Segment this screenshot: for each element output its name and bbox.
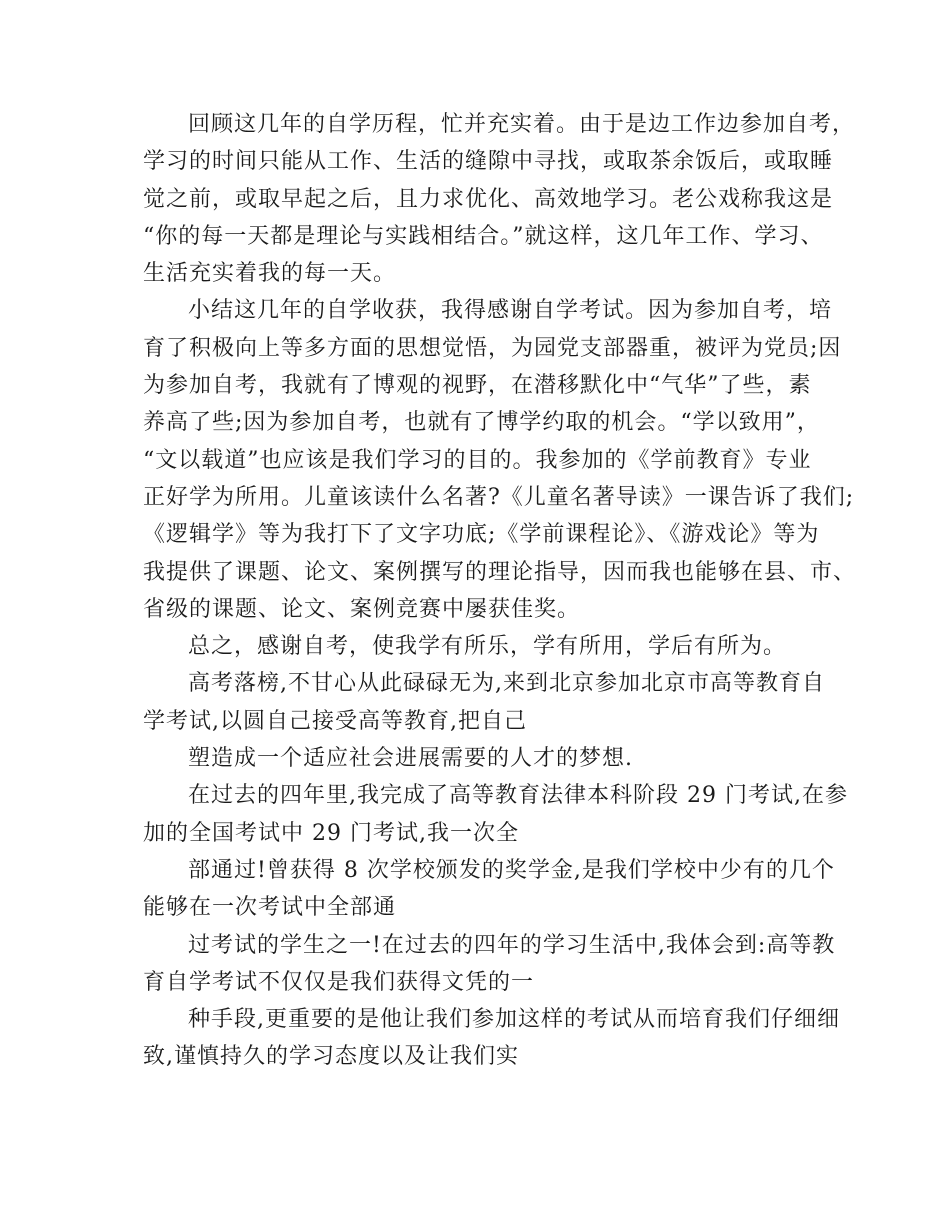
text-line: 过考试的学生之一!在过去的四年的学习生活中,我体会到:高等教 (188, 932, 836, 958)
text-line: 总之，感谢自考，使我学有所乐，学有所用，学后有所为。 (188, 634, 787, 660)
document-body (143, 106, 857, 1076)
text-line: 能够在一次考试中全部通 (143, 895, 397, 921)
text-line: 回顾这几年的自学历程，忙并充实着。由于是边工作边参加自考， (188, 112, 856, 137)
text-line: 致,谨慎持久的学习态度以及让我们实 (143, 1044, 519, 1070)
text-line: 高考落榜,不甘心从此碌碌无为,来到北京参加北京市高等教育自 (188, 671, 825, 697)
text-line: 塑造成一个适应社会进展需要的人才的梦想. (188, 746, 633, 772)
text-line: 为参加自考，我就有了博观的视野，在潜移默化中“气华”了些，素 (143, 373, 812, 399)
text-line: 育自学考试不仅仅是我们获得文凭的一 (143, 969, 535, 995)
text-line: 学习的时间只能从工作、生活的缝隙中寻找，或取茶余饭后，或取睡 (143, 149, 834, 175)
text-line: 觉之前，或取早起之后，且力求优化、高效地学习。老公戏称我这是 (143, 186, 834, 212)
text-line: 生活充实着我的每一天。 (143, 261, 397, 287)
text-line: 种手段,更重要的是他让我们参加这样的考试从而培育我们仔细细 (188, 1007, 840, 1033)
text-line: 加的全国考试中 29 门考试,我一次全 (143, 820, 519, 846)
text-line: 省级的课题、论文、案例竞赛中屡获佳奖。 (143, 596, 581, 622)
text-line: 小结这几年的自学收获，我得感谢自学考试。因为参加自考，培 (188, 298, 833, 324)
text-line: “你的每一天都是理论与实践相结合。”就这样，这几年工作、学习、 (143, 223, 824, 249)
text-line: “文以载道”也应该是我们学习的目的。我参加的《学前教育》专业 (143, 447, 812, 473)
text-line: 养高了些;因为参加自考，也就有了博学约取的机会。“学以致用”， (143, 410, 820, 436)
text-line: 正好学为所用。儿童该读什么名著?《儿童名著导读》一课告诉了我们; (143, 484, 855, 510)
text-line: 《逻辑学》等为我打下了文字功底;《学前课程论》、《游戏论》等为 (143, 522, 820, 548)
text-line: 在过去的四年里,我完成了高等教育法律本科阶段 29 门考试,在参 (188, 783, 848, 809)
text-line: 育了积极向上等多方面的思想觉悟，为园党支部器重，被评为党员;因 (143, 335, 842, 361)
text-line: 学考试,以圆自己接受高等教育,把自己 (143, 708, 527, 734)
text-line: 部通过!曾获得 8 次学校颁发的奖学金,是我们学校中少有的几个 (188, 857, 835, 883)
text-line: 我提供了课题、论文、案例撰写的理论指导，因而我也能够在县、市、 (143, 559, 857, 585)
